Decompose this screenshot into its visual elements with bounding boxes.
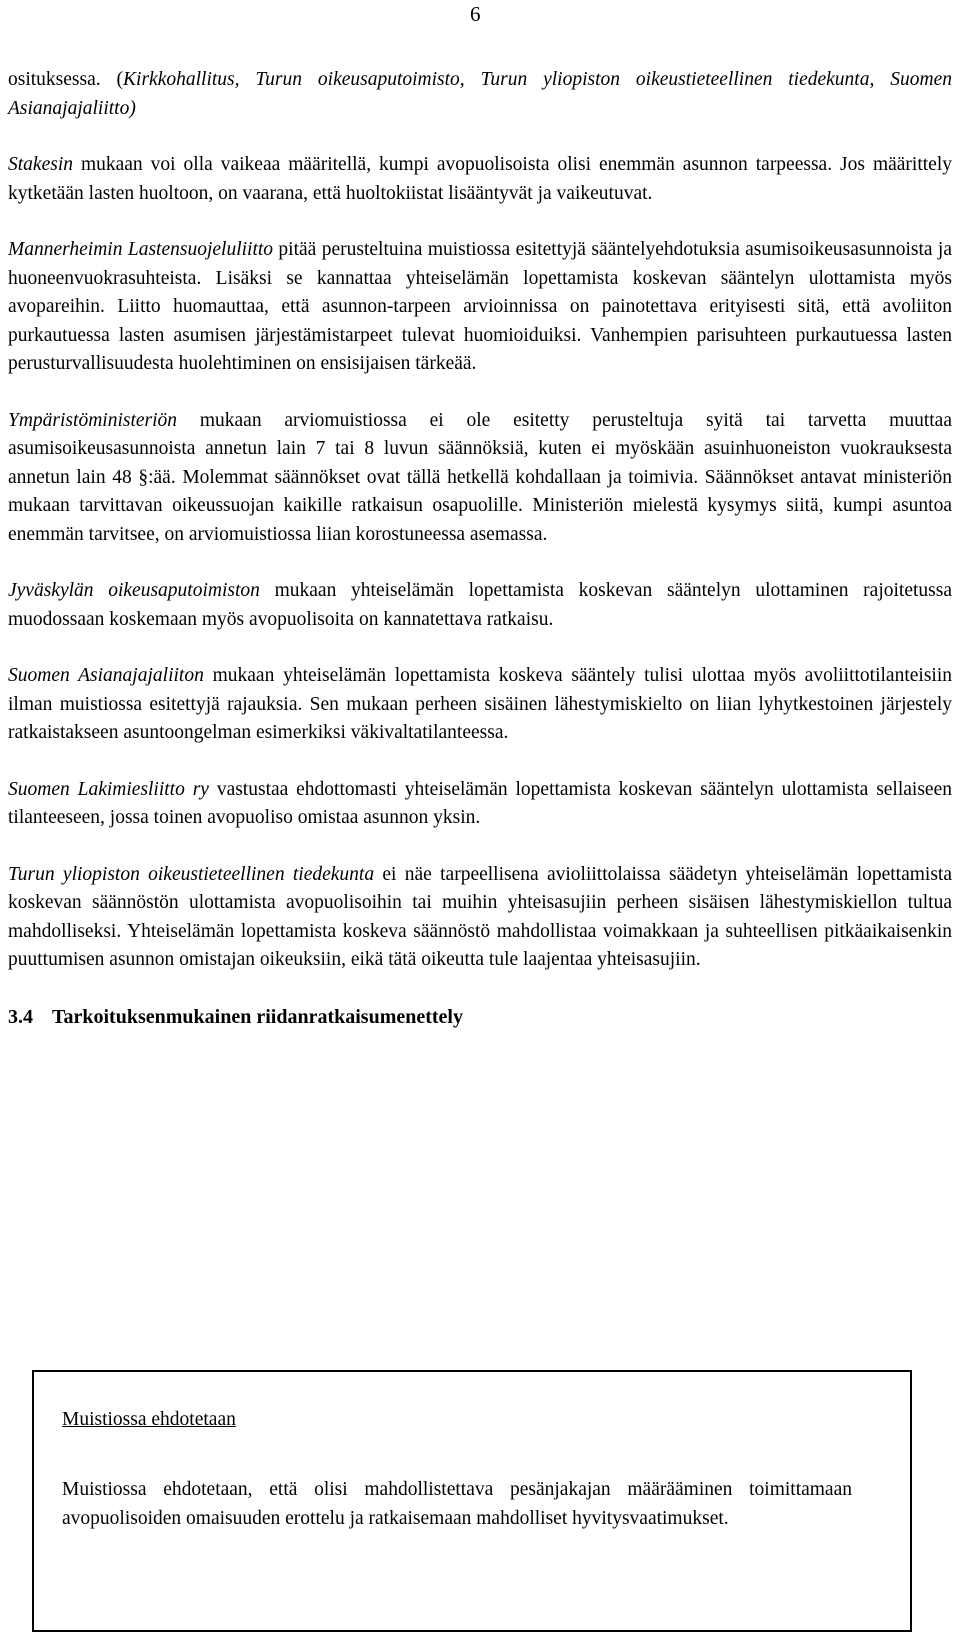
document-body xyxy=(8,66,952,1031)
box-text: Muistiossa ehdotetaan, että olisi mahdollistettava pesänjakajan määrääminen toimittamaan avopuolisoiden omaisuuden erottelu ja ratkaisemaan mahdolliset hyvitysvaatimukset. xyxy=(62,1479,852,1529)
organization-name: Turun yliopiston oikeustieteellinen tiedekunta xyxy=(8,863,375,885)
proposal-box xyxy=(32,1370,912,1632)
organization-name: Mannerheimin Lastensuojeluliitto xyxy=(8,239,274,260)
paragraph-7: Suomen Lakimiesliitto ry vastustaa ehdottomasti yhteiselämän lopettamista koskevan sääntelyn ulottamista sellaiseen tilanteeseen, jossa toinen avopuoliso omistaa asunnon yksin. xyxy=(8,778,952,828)
paragraph-2: Stakesin mukaan voi olla vaikeaa määritellä, kumpi avopuolisoista olisi enemmän asunnon tarpeessa. Jos määrittely kytketään lasten huoltoon, on vaarana, että huoltokiistat lisääntyvät ja vaikeutuvat. xyxy=(8,154,952,204)
section-heading xyxy=(8,1003,952,1032)
organization-name: Suomen Asianajajaliiton xyxy=(8,665,204,686)
organization-name: Stakesin xyxy=(8,154,73,175)
organization-name: Suomen Lakimiesliitto ry xyxy=(8,778,209,800)
paragraph-1: osituksessa. (Kirkkohallitus, Turun oikeusaputoimisto, Turun yliopiston oikeustieteellinen tiedekunta, Suomen Asianajajaliitto) xyxy=(8,69,952,119)
organization-name: Jyväskylän oikeusaputoimiston xyxy=(8,580,260,601)
paragraph-3: Mannerheimin Lastensuojeluliitto pitää perusteltuina muistiossa esitettyjä sääntelyehdotuksia asumisoikeusasunnoista ja huoneenvuokrasuhteista. Lisäksi se kannattaa yhteiselämän lopettamista koskevan sääntelyn ulottamista myös avopareihin. Liitto huomauttaa, että asunnon-tarpeen arvioinnissa on painotettava erityisesti sitä, että avoliiton purkautuessa lasten asumisen järjestämistarpeet tulevat huomioiduiksi. Vanhempien parisuhteen purkautuessa lasten perusturvallisuudesta huolehtiminen on ensisijaisen tärkeää. xyxy=(8,239,952,374)
section-number: 3.4 xyxy=(8,1005,33,1028)
statement-givers: Kirkkohallitus, Turun oikeusaputoimisto, Turun yliopiston oikeustieteellinen tiedekunta, Suomen Asianajajaliitto) xyxy=(8,69,952,119)
paragraph-5: Jyväskylän oikeusaputoimiston mukaan yhteiselämän lopettamista koskevan sääntelyn ulottaminen rajoitetussa muodossaan koskemaan myös avopuolisoita on kannatettava ratkaisu. xyxy=(8,580,952,630)
paragraph-8: Turun yliopiston oikeustieteellinen tiedekunta ei näe tarpeellisena avioliittolaissa säädetyn yhteiselämän lopettamista koskevan säännöstön ulottamista avopuolisoihin tai muihin yhteisasujiin perheen sisäisen lähestymiskiellon tultua mahdolliseksi. Yhteiselämän lopettamista koskeva säännöstö mahdollistaa voimakkaan ja suhteellisen pitkäaikaisenkin puuttumisen asunnon omistajan oikeuksiin, eikä tätä oikeutta tule laajentaa yhteisasujiin. xyxy=(8,863,953,970)
paragraph-6: Suomen Asianajajaliiton mukaan yhteiselämän lopettamista koskeva sääntely tulisi ulottaa myös avoliittotilanteisiin ilman muistiossa esitettyjä rajauksia. Sen mukaan perheen sisäinen lähestymiskielto on liian lyhytkestoinen järjestely ratkaistakseen asuntoongelman esimerkiksi väkivaltatilanteessa. xyxy=(8,665,952,743)
page-number: 6 xyxy=(470,2,481,26)
box-title: Muistiossa ehdotetaan xyxy=(62,1409,236,1430)
organization-name: Ympäristöministeriön xyxy=(8,409,178,431)
section-title: Tarkoituksenmukainen riidanratkaisumenettely xyxy=(52,1005,463,1028)
paragraph-4: Ympäristöministeriön mukaan arviomuistiossa ei ole esitetty perusteltuja syitä tai tarvetta muuttaa asumisoikeusasunnoista annetun lain 7 tai 8 luvun säännöksiä, kuten ei myöskään asuinhuoneiston vuokrauksesta annetun lain 48 §:ää. Molemmat säännökset ovat tällä hetkellä kohdallaan ja toimivia. Säännökset antavat ministeriön mukaan tarvittavan oikeussuojan kaikille ratkaisun osapuolille. Ministeriön mielestä kysymys siitä, kumpi asuntoa enemmän tarvitsee, on arviomuistiossa liian korostuneessa asemassa. xyxy=(8,409,952,545)
